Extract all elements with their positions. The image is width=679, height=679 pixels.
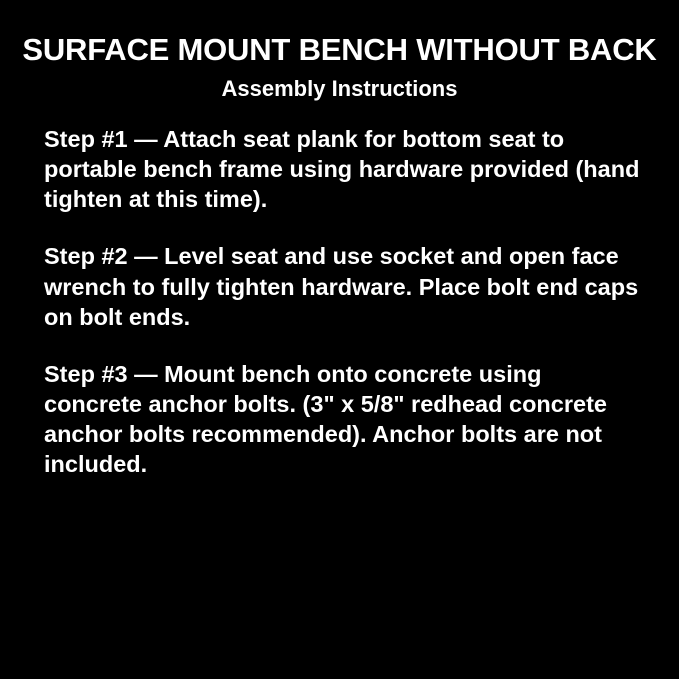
step-item-2: Step #2 — Level seat and use socket and open face wrench to fully tighten hardware. Place bolt end caps on bolt ends.: [44, 243, 639, 330]
step-item-1: Step #1 — Attach seat plank for bottom seat to portable bench frame using hardware provided (hand tighten at this time).: [44, 126, 640, 213]
page-subtitle: Assembly Instructions: [221, 75, 458, 101]
page-title: SURFACE MOUNT BENCH WITHOUT BACK: [22, 32, 657, 67]
steps-list: [14, 124, 665, 479]
step-item-3: Step #3 — Mount bench onto concrete using concrete anchor bolts. (3" x 5/8" redhead concrete anchor bolts recommended). Anchor bolts are not included.: [44, 360, 607, 477]
